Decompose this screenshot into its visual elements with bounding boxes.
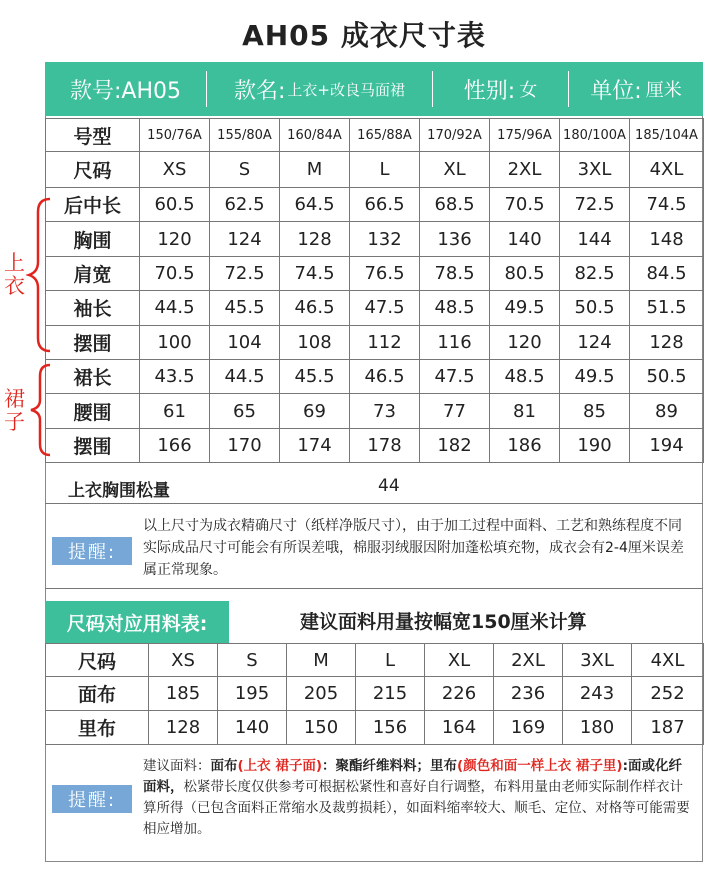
model-cell: 155/80A [210, 119, 280, 152]
style-name [207, 71, 433, 107]
fabric-cell: 180 [563, 711, 632, 745]
measure-cell: 49.5 [490, 291, 560, 325]
measure-cell: 178 [350, 428, 420, 462]
measure-cell: 81 [490, 394, 560, 428]
measure-cell: 46.5 [280, 291, 350, 325]
size-cell: XS [140, 152, 210, 188]
model-cell: 150/76A [140, 119, 210, 152]
tip2-part-3: (上衣 裙子面) [237, 758, 323, 774]
measure-cell: 48.5 [490, 359, 560, 393]
measure-label: 肩宽 [46, 256, 140, 290]
measure-cell: 43.5 [140, 359, 210, 393]
measure-row [46, 188, 704, 222]
fabric-size-cell: S [218, 644, 287, 677]
measure-cell: 166 [140, 428, 210, 462]
measure-cell: 73 [350, 394, 420, 428]
size-cell: L [350, 152, 420, 188]
measure-cell: 61 [140, 394, 210, 428]
measure-cell: 120 [490, 325, 560, 359]
measure-cell: 148 [630, 222, 704, 256]
measure-cell: 72.5 [560, 188, 630, 222]
measure-cell: 44.5 [210, 359, 280, 393]
measure-cell: 128 [630, 325, 704, 359]
tip2-part-7: :面或化纤面料， [143, 758, 682, 795]
fabric-cell: 195 [218, 677, 287, 711]
fabric-size-cell: XS [149, 644, 218, 677]
measure-cell: 69 [280, 394, 350, 428]
fabric-section-title: 尺码对应用料表: [45, 601, 229, 643]
size-table [45, 118, 704, 463]
measure-row [46, 394, 704, 428]
measure-cell: 128 [280, 222, 350, 256]
fabric-cell: 150 [287, 711, 356, 745]
fabric-cell: 128 [149, 711, 218, 745]
model-row [46, 119, 704, 152]
measure-row [46, 291, 704, 325]
fabric-cell: 169 [494, 711, 563, 745]
unit-label: 单位: [590, 78, 642, 104]
measure-cell: 140 [490, 222, 560, 256]
model-cell: 170/92A [420, 119, 490, 152]
measure-label: 后中长 [46, 188, 140, 222]
top-group-label: 上衣 [4, 251, 25, 298]
measure-cell: 68.5 [420, 188, 490, 222]
measure-cell: 45.5 [210, 291, 280, 325]
gender-label: 性别: [463, 78, 516, 104]
measure-row [46, 256, 704, 290]
fabric-size-cell: 3XL [563, 644, 632, 677]
model-cell: 180/100A [560, 119, 630, 152]
measure-cell: 186 [490, 428, 560, 462]
fabric-label: 面布 [46, 677, 149, 711]
measure-cell: 84.5 [630, 256, 704, 290]
measure-cell: 45.5 [280, 359, 350, 393]
measure-cell: 50.5 [560, 291, 630, 325]
model-cell: 175/96A [490, 119, 560, 152]
measure-row [46, 325, 704, 359]
fabric-cell: 236 [494, 677, 563, 711]
fabric-size-cell: 4XL [632, 644, 704, 677]
style-name-label: 款名: [234, 78, 286, 104]
unit-value: 厘米 [645, 80, 682, 101]
measure-cell: 70.5 [140, 256, 210, 290]
info-header [45, 62, 703, 116]
model-cell: 185/104A [630, 119, 704, 152]
fabric-label: 里布 [46, 711, 149, 745]
divider-2 [45, 588, 703, 589]
tip2-part-1: 建议面料： [143, 758, 211, 774]
fabric-size-row [46, 644, 704, 677]
measure-label: 裙长 [46, 359, 140, 393]
fabric-size-cell: L [356, 644, 425, 677]
divider-1 [45, 503, 703, 504]
fabric-cell: 164 [425, 711, 494, 745]
measure-cell: 77 [420, 394, 490, 428]
fabric-cell: 187 [632, 711, 704, 745]
measure-cell: 112 [350, 325, 420, 359]
top-bracket [26, 196, 54, 354]
tip-button-2: 提醒: [52, 785, 132, 813]
size-cell: 4XL [630, 152, 704, 188]
model-cell: 160/84A [280, 119, 350, 152]
model-label: 号型 [46, 119, 140, 152]
fabric-row [46, 711, 704, 745]
size-label: 尺码 [46, 152, 140, 188]
fabric-cell: 185 [149, 677, 218, 711]
measure-cell: 89 [630, 394, 704, 428]
fabric-row [46, 677, 704, 711]
measure-cell: 64.5 [280, 188, 350, 222]
gender-value: 女 [519, 80, 538, 101]
measure-cell: 47.5 [420, 359, 490, 393]
size-cell: M [280, 152, 350, 188]
fabric-size-label: 尺码 [46, 644, 149, 677]
measure-cell: 74.5 [630, 188, 704, 222]
fabric-cell: 205 [287, 677, 356, 711]
page-title: AH05 成衣尺寸表 [242, 19, 486, 52]
measure-cell: 50.5 [630, 359, 704, 393]
measure-cell: 47.5 [350, 291, 420, 325]
measure-cell: 49.5 [560, 359, 630, 393]
measure-cell: 104 [210, 325, 280, 359]
measure-cell: 70.5 [490, 188, 560, 222]
size-row [46, 152, 704, 188]
measure-label: 胸围 [46, 222, 140, 256]
measure-cell: 74.5 [280, 256, 350, 290]
measure-cell: 108 [280, 325, 350, 359]
tip2-part-2: 面布 [210, 758, 238, 774]
fabric-size-cell: M [287, 644, 356, 677]
measure-cell: 190 [560, 428, 630, 462]
unit [569, 71, 703, 107]
measure-label: 袖长 [46, 291, 140, 325]
style-no [45, 71, 207, 107]
measure-cell: 136 [420, 222, 490, 256]
size-cell: XL [420, 152, 490, 188]
measure-cell: 100 [140, 325, 210, 359]
measure-label: 摆围 [46, 428, 140, 462]
measure-cell: 46.5 [350, 359, 420, 393]
size-cell: 3XL [560, 152, 630, 188]
measure-cell: 174 [280, 428, 350, 462]
measure-cell: 194 [630, 428, 704, 462]
measure-cell: 76.5 [350, 256, 420, 290]
tip2-part-5: 里布 [430, 758, 458, 774]
measure-row [46, 428, 704, 462]
tip-text-2 [143, 756, 695, 840]
measure-cell: 85 [560, 394, 630, 428]
measure-label: 腰围 [46, 394, 140, 428]
measure-cell: 124 [210, 222, 280, 256]
measure-cell: 72.5 [210, 256, 280, 290]
size-cell: 2XL [490, 152, 560, 188]
measure-cell: 78.5 [420, 256, 490, 290]
tip-button-1: 提醒: [52, 537, 132, 565]
measure-cell: 132 [350, 222, 420, 256]
measure-cell: 48.5 [420, 291, 490, 325]
fabric-cell: 140 [218, 711, 287, 745]
measure-cell: 144 [560, 222, 630, 256]
fabric-size-cell: XL [425, 644, 494, 677]
measure-cell: 170 [210, 428, 280, 462]
skirt-bracket [28, 362, 54, 458]
measure-cell: 62.5 [210, 188, 280, 222]
fabric-section-subtitle: 建议面料用量按幅宽150厘米计算 [300, 611, 587, 633]
skirt-group-label: 裙子 [4, 387, 25, 434]
measure-row [46, 222, 704, 256]
measure-row [46, 359, 704, 393]
measure-cell: 120 [140, 222, 210, 256]
fabric-size-cell: 2XL [494, 644, 563, 677]
size-cell: S [210, 152, 280, 188]
tip2-part-6: (颜色和面一样上衣 裙子里) [457, 758, 623, 774]
measure-cell: 116 [420, 325, 490, 359]
fabric-table [45, 643, 704, 745]
fabric-cell: 156 [356, 711, 425, 745]
measure-cell: 60.5 [140, 188, 210, 222]
measure-label: 摆围 [46, 325, 140, 359]
measure-cell: 80.5 [490, 256, 560, 290]
measure-cell: 44.5 [140, 291, 210, 325]
measure-cell: 124 [560, 325, 630, 359]
fabric-cell: 243 [563, 677, 632, 711]
measure-cell: 65 [210, 394, 280, 428]
style-name-value: 上衣+改良马面裙 [287, 80, 405, 99]
fabric-cell: 226 [425, 677, 494, 711]
style-no-text: 款号:AH05 [70, 78, 181, 104]
measure-cell: 82.5 [560, 256, 630, 290]
tip-text-1: 以上尺寸为成衣精确尺寸（纸样净版尺寸），由于加工过程中面料、工艺和熟练程度不同实际成品尺寸可能会有所误差哦，棉服羽绒服因附加蓬松填充物，成衣会有2-4厘米误差属正常现象。 [143, 518, 684, 578]
ease-value: 44 [378, 476, 400, 496]
measure-cell: 51.5 [630, 291, 704, 325]
measure-cell: 66.5 [350, 188, 420, 222]
gender [433, 71, 569, 107]
model-cell: 165/88A [350, 119, 420, 152]
tip2-part-4: ：聚酯纤维料料； [322, 758, 431, 774]
fabric-cell: 215 [356, 677, 425, 711]
measure-cell: 182 [420, 428, 490, 462]
ease-label: 上衣胸围松量 [68, 481, 170, 501]
tip2-part-8: 松紧带长度仅供参考可根据松紧性和喜好自行调整，布料用量由老师实际制作样衣计算所得（已包含面料正常缩水及裁剪损耗），如面料缩率较大、顺毛、定位、对格等可能需要相应增加。 [143, 779, 690, 837]
fabric-cell: 252 [632, 677, 704, 711]
